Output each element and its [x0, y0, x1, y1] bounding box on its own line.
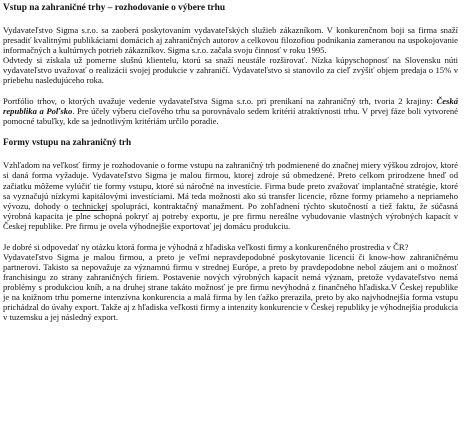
subsection-heading: Formy vstupu na zahraničný trh	[3, 137, 132, 148]
intro-paragraph-2: Odvtedy si získala už pomerne slušnú klientelu, ktorú sa snaží neustále rozširovať. Nízka kúpyschopnosť na Slovensku núti vydavateľstvo uvažovať o realizácii svojej produkcie v zahraničí. Vydavateľstvo si stanovilo za cieľ zvýšiť objem predaja o 15% v priebehu nasledujúceho roka.	[3, 55, 458, 86]
portfolio-text-start: Portfólio trhov, o ktorých uvažuje vedenie vydavateľstva Sigma s.r.o. pri prenikaní na zahraničný trh, tvoria 2 krajiny:	[3, 96, 437, 107]
portfolio-countries: Česká republika a Poľsko	[3, 96, 458, 117]
question-paragraph: Je dobré si odpovedať ny otázku ktorá forma je výhodná z hľadiska veľkosti firmy a konkurenčného prostredia v ČR?	[3, 241, 409, 252]
technickej-underlined: technickej	[72, 200, 108, 211]
forms-text-start: Vzhľadom na veľkosť firmy je rozhodovanie o forme vstupu na zahraničný trh podmienené do značnej miery výškou zdrojov, ktoré si daná forma vyžaduje. Vydavateľstvo Sigma je malou firmou, ktorej zdroje sú obmedzené. Preto celkom prirodzene hneď od začiatku môžeme vylúčiť tie formy vstupu, ktoré sú náročné na investície. Firma bude preto zvažovať implantačné stratégie, ktoré sa vyznačujú nízkymi kapitálovými investíciami. Má teda možnosti ako sú transfer licencie, rôzne formy priameho a nepriameho vývozu, dohody o	[3, 160, 458, 211]
forms-text-end: spolupráci, kontraktačný manažment. Po zohľadnení týchto skutočností a tiež faktu, že súčasná výrobná kapacita je plne schopná pokryť aj potreby exportu, je pre firmu nereálne vybudovanie vlastných výrobných kapacít v Českej republike. Pre firmu je ovela výhodnejšie exportovať jej domácu produkciu.	[3, 200, 458, 231]
portfolio-text-end: . Pre účely výberu cieľového trhu sa porovnávalo sedem kritérií atraktívnosti trhu. V prvej fáze boli vytvorené pomocné tabuľky, kde sa jednotlivým kritériám určilo poradie.	[3, 106, 458, 127]
portfolio-paragraph	[3, 96, 458, 126]
answer-paragraph: Vydavateľstvo Sigma je malou firmou, a preto je veľmi nepravdepodobné poskytovanie licencií či know-how zahraničnému partnerovi. Takisto sa nepovažuje za významnú firmu v strednej Európe, a preto by pravdepodobne nebol záujem ani o možnosť franchisingu zo strany zahraničných firiem. Postavenie nových výrobných kapacít nemá význam, pretože vydavateľstvo nemá problémy s produkciou kníh, a na druhej strane takáto možnosť je pre firmu nevýhodná z finančného hľadiska.V Českej republike je na knižnom trhu pomerne intenzívna konkurencia a malá firma by len ťažko prerazila, preto by ako najvhodnejšia forma vstupu prichádzal do úvahy export. Takže aj z hľadiska veľkosti firmy a intenzity konkurencie v Českej republiky je výhodnejšia produkcia v tuzemsku a jej následný export.	[3, 251, 458, 323]
intro-paragraph-1: Vydavateľstvo Sigma s.r.o. sa zaoberá poskytovaním vydavateľských služieb zákazníkom. V konkurenčnom boji sa firma snaží presadiť kvalitnými publikáciami domácich aj zahraničných autorov a celkovou filozofiou podnikania zameranou na uspokojovanie informačných a kultúrnych potrieb zákazníkov. Sigma s.r.o. začala svoju činnosť v roku 1995.	[3, 25, 458, 56]
forms-paragraph	[3, 160, 458, 230]
section-heading: Vstup na zahraničné trhy – rozhodovanie o výbere trhu	[3, 3, 226, 13]
